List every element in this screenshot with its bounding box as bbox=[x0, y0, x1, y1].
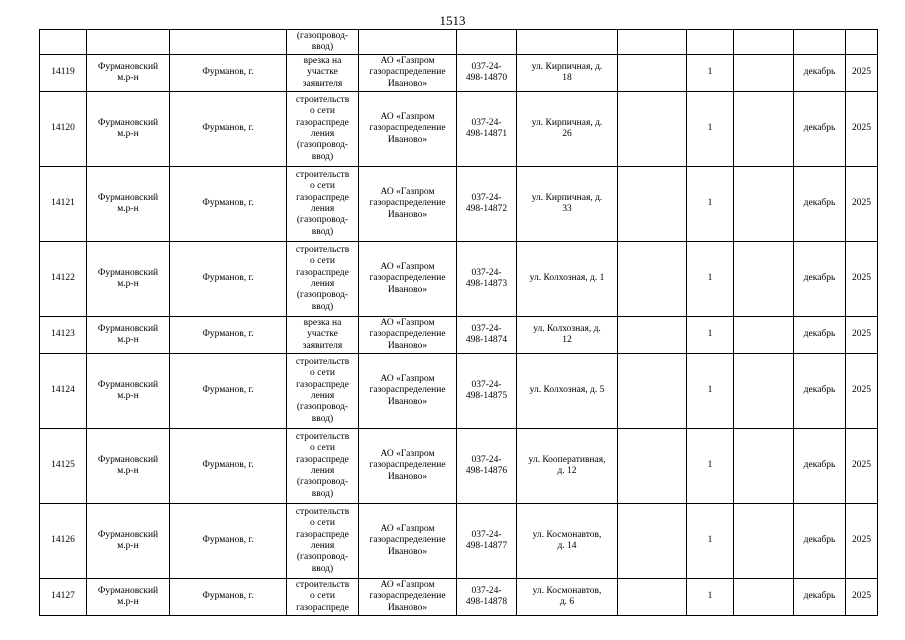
organization-cell: АО «Газпром газораспределение Иваново» bbox=[359, 242, 457, 317]
address-cell: ул. Колхозная, д. 12 bbox=[517, 317, 618, 354]
empty-cell bbox=[618, 317, 687, 354]
district-cell: Фурмановский м.р-н bbox=[87, 167, 170, 242]
count-cell: 1 bbox=[687, 317, 734, 354]
organization-cell: АО «Газпром газораспределение Иваново» bbox=[359, 429, 457, 504]
empty-cell bbox=[618, 429, 687, 504]
district-cell: Фурмановский м.р-н bbox=[87, 354, 170, 429]
code-cell: 037-24- 498-14878 bbox=[457, 579, 517, 616]
row-number-cell: 14120 bbox=[40, 92, 87, 167]
code-cell: 037-24- 498-14873 bbox=[457, 242, 517, 317]
work-type-cell: строительств о сети газораспреде ления (газопровод- ввод) bbox=[287, 92, 359, 167]
city-cell: Фурманов, г. bbox=[170, 167, 287, 242]
row-number-cell: 14124 bbox=[40, 354, 87, 429]
work-type-cell: строительств о сети газораспреде bbox=[287, 579, 359, 616]
address-cell: ул. Колхозная, д. 1 bbox=[517, 242, 618, 317]
empty-cell bbox=[734, 579, 794, 616]
address-cell: ул. Космонавтов, д. 14 bbox=[517, 504, 618, 579]
register-table bbox=[39, 29, 878, 616]
district-cell: Фурмановский м.р-н bbox=[87, 92, 170, 167]
month-cell: декабрь bbox=[794, 579, 846, 616]
empty-cell bbox=[734, 317, 794, 354]
count-cell: 1 bbox=[687, 92, 734, 167]
city-cell: Фурманов, г. bbox=[170, 579, 287, 616]
organization-cell: АО «Газпром газораспределение Иваново» bbox=[359, 354, 457, 429]
month-cell: декабрь bbox=[794, 317, 846, 354]
empty-cell bbox=[618, 354, 687, 429]
count-cell: 1 bbox=[687, 429, 734, 504]
row-number-cell: 14125 bbox=[40, 429, 87, 504]
organization-cell: АО «Газпром газораспределение Иваново» bbox=[359, 579, 457, 616]
year-cell: 2025 bbox=[846, 167, 878, 242]
month-cell: декабрь bbox=[794, 242, 846, 317]
organization-cell: АО «Газпром газораспределение Иваново» bbox=[359, 92, 457, 167]
empty-cell bbox=[618, 242, 687, 317]
organization-cell: АО «Газпром газораспределение Иваново» bbox=[359, 55, 457, 92]
code-cell: 037-24- 498-14874 bbox=[457, 317, 517, 354]
page-number: 1513 bbox=[439, 13, 466, 28]
address-cell: ул. Кирпичная, д. 26 bbox=[517, 92, 618, 167]
table-row bbox=[40, 55, 878, 92]
empty-cell bbox=[734, 242, 794, 317]
empty-cell bbox=[618, 55, 687, 92]
empty-cell bbox=[618, 579, 687, 616]
count-cell: 1 bbox=[687, 167, 734, 242]
year-cell: 2025 bbox=[846, 242, 878, 317]
empty-cell bbox=[734, 429, 794, 504]
month-cell: декабрь bbox=[794, 167, 846, 242]
city-cell: Фурманов, г. bbox=[170, 242, 287, 317]
year-cell: 2025 bbox=[846, 429, 878, 504]
address-cell: ул. Кооперативная, д. 12 bbox=[517, 429, 618, 504]
city-cell: Фурманов, г. bbox=[170, 354, 287, 429]
city-cell: Фурманов, г. bbox=[170, 429, 287, 504]
row-number-cell: 14127 bbox=[40, 579, 87, 616]
city-cell: Фурманов, г. bbox=[170, 317, 287, 354]
count-cell: 1 bbox=[687, 504, 734, 579]
district-cell: Фурмановский м.р-н bbox=[87, 317, 170, 354]
district-cell: Фурмановский м.р-н bbox=[87, 429, 170, 504]
city-cell: Фурманов, г. bbox=[170, 504, 287, 579]
row-number-cell: 14126 bbox=[40, 504, 87, 579]
city-cell: Фурманов, г. bbox=[170, 92, 287, 167]
address-cell: ул. Кирпичная, д. 33 bbox=[517, 167, 618, 242]
code-cell: 037-24- 498-14871 bbox=[457, 92, 517, 167]
table-row bbox=[40, 242, 878, 317]
count-cell: 1 bbox=[687, 55, 734, 92]
table-row bbox=[40, 354, 878, 429]
code-cell: 037-24- 498-14875 bbox=[457, 354, 517, 429]
table-row bbox=[40, 167, 878, 242]
table-row-continued bbox=[40, 30, 878, 55]
empty-cell bbox=[734, 354, 794, 429]
count-cell: 1 bbox=[687, 579, 734, 616]
table-row bbox=[40, 317, 878, 354]
work-type-cell: (газопровод- ввод) bbox=[287, 30, 359, 55]
city-cell: Фурманов, г. bbox=[170, 55, 287, 92]
month-cell: декабрь bbox=[794, 354, 846, 429]
empty-cell bbox=[618, 92, 687, 167]
row-number-cell: 14121 bbox=[40, 167, 87, 242]
table-row bbox=[40, 579, 878, 616]
empty-cell bbox=[618, 504, 687, 579]
table-row bbox=[40, 504, 878, 579]
organization-cell: АО «Газпром газораспределение Иваново» bbox=[359, 167, 457, 242]
organization-cell: АО «Газпром газораспределение Иваново» bbox=[359, 504, 457, 579]
empty-cell bbox=[734, 167, 794, 242]
empty-cell bbox=[734, 92, 794, 167]
month-cell: декабрь bbox=[794, 429, 846, 504]
district-cell: Фурмановский м.р-н bbox=[87, 55, 170, 92]
row-number-cell: 14122 bbox=[40, 242, 87, 317]
address-cell: ул. Кирпичная, д. 18 bbox=[517, 55, 618, 92]
empty-cell bbox=[618, 167, 687, 242]
count-cell: 1 bbox=[687, 354, 734, 429]
empty-cell bbox=[734, 55, 794, 92]
year-cell: 2025 bbox=[846, 317, 878, 354]
table-row bbox=[40, 92, 878, 167]
year-cell: 2025 bbox=[846, 579, 878, 616]
work-type-cell: строительств о сети газораспреде ления (газопровод- ввод) bbox=[287, 167, 359, 242]
row-number-cell: 14119 bbox=[40, 55, 87, 92]
work-type-cell: строительств о сети газораспреде ления (газопровод- ввод) bbox=[287, 242, 359, 317]
code-cell: 037-24- 498-14876 bbox=[457, 429, 517, 504]
work-type-cell: строительств о сети газораспреде ления (газопровод- ввод) bbox=[287, 429, 359, 504]
year-cell: 2025 bbox=[846, 354, 878, 429]
address-cell: ул. Колхозная, д. 5 bbox=[517, 354, 618, 429]
empty-cell bbox=[734, 504, 794, 579]
month-cell: декабрь bbox=[794, 92, 846, 167]
district-cell: Фурмановский м.р-н bbox=[87, 504, 170, 579]
district-cell: Фурмановский м.р-н bbox=[87, 579, 170, 616]
code-cell: 037-24- 498-14870 bbox=[457, 55, 517, 92]
row-number-cell: 14123 bbox=[40, 317, 87, 354]
code-cell: 037-24- 498-14872 bbox=[457, 167, 517, 242]
year-cell: 2025 bbox=[846, 55, 878, 92]
organization-cell: АО «Газпром газораспределение Иваново» bbox=[359, 317, 457, 354]
work-type-cell: строительств о сети газораспреде ления (газопровод- ввод) bbox=[287, 354, 359, 429]
code-cell: 037-24- 498-14877 bbox=[457, 504, 517, 579]
year-cell: 2025 bbox=[846, 92, 878, 167]
count-cell: 1 bbox=[687, 242, 734, 317]
month-cell: декабрь bbox=[794, 504, 846, 579]
address-cell: ул. Космонавтов, д. 6 bbox=[517, 579, 618, 616]
work-type-cell: строительств о сети газораспреде ления (газопровод- ввод) bbox=[287, 504, 359, 579]
table-row bbox=[40, 429, 878, 504]
year-cell: 2025 bbox=[846, 504, 878, 579]
district-cell: Фурмановский м.р-н bbox=[87, 242, 170, 317]
work-type-cell: врезка на участке заявителя bbox=[287, 55, 359, 92]
work-type-cell: врезка на участке заявителя bbox=[287, 317, 359, 354]
month-cell: декабрь bbox=[794, 55, 846, 92]
